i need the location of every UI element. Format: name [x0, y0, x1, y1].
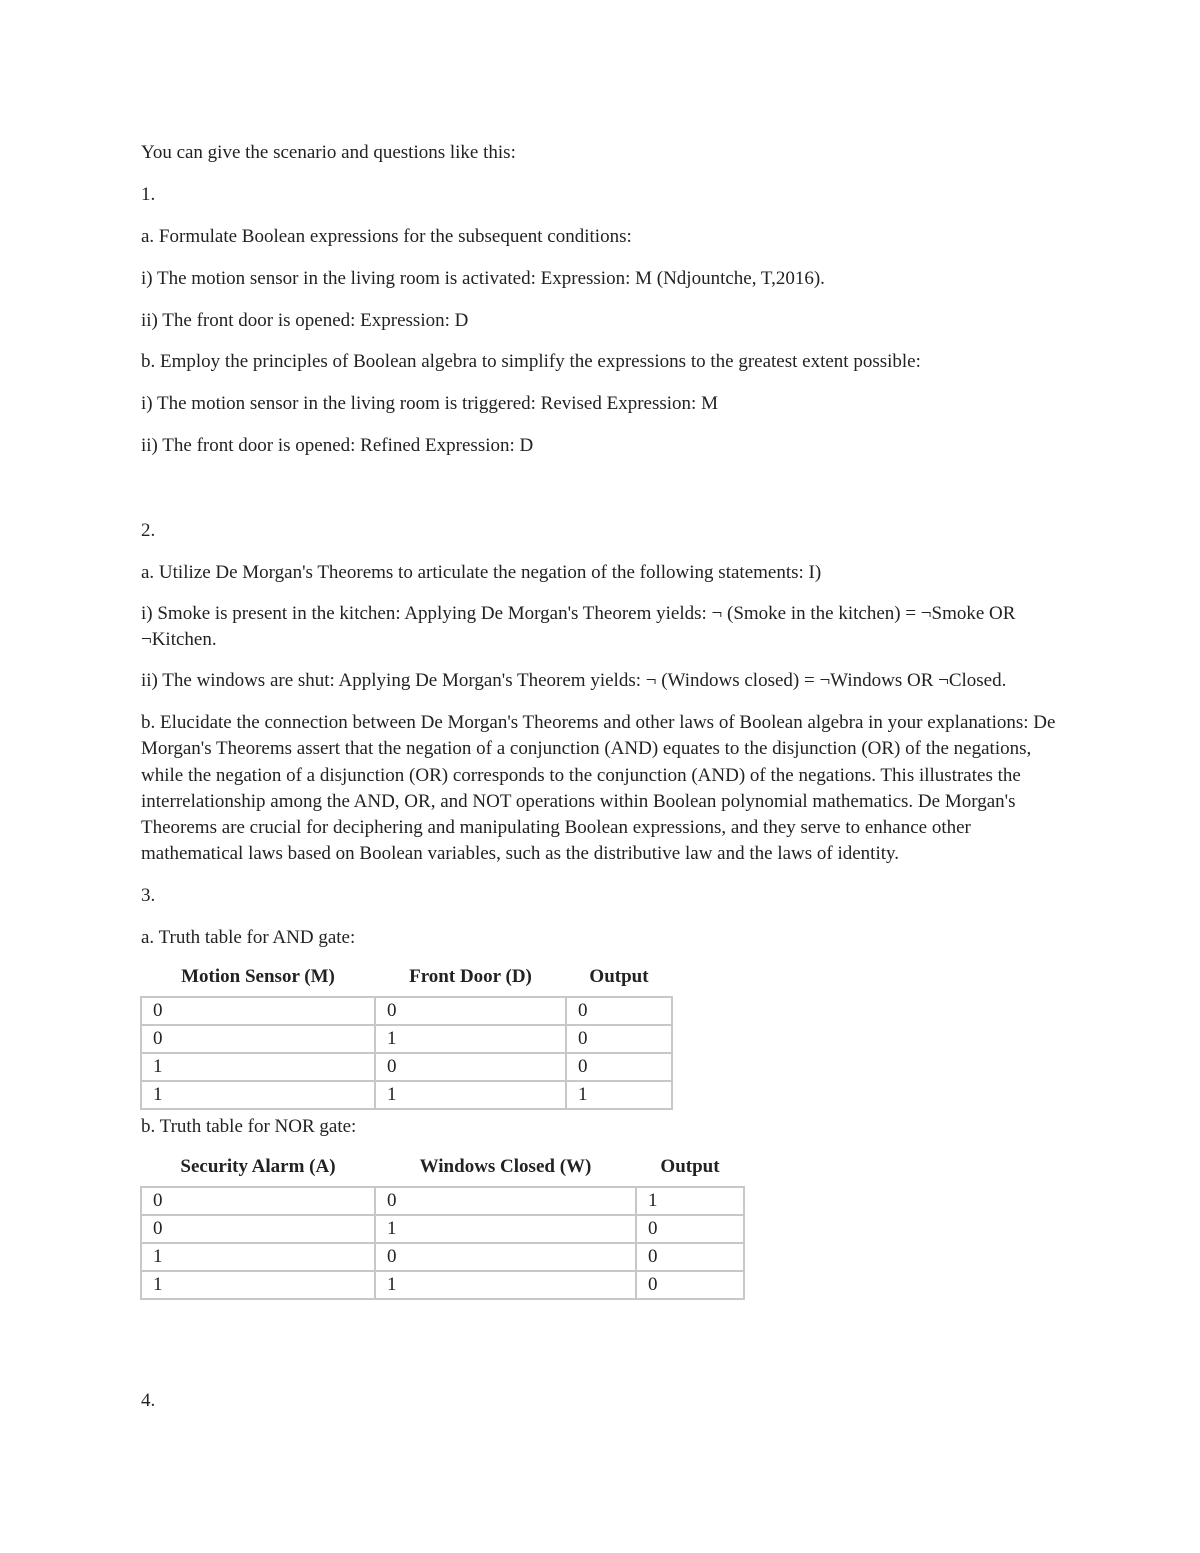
table-cell: 1 [141, 1081, 375, 1109]
section-2a-heading: a. Utilize De Morgan's Theorems to articulate the negation of the following statements: I) [141, 562, 822, 583]
table-cell: 0 [636, 1215, 744, 1243]
section-1a-heading: a. Formulate Boolean expressions for the subsequent conditions: [141, 226, 632, 247]
table-cell: 0 [141, 1025, 375, 1053]
section-2b-paragraph: b. Elucidate the connection between De Morgan's Theorems and other laws of Boolean algebra in your explanations: De Morgan's Theorems assert that the negation of a conjunction (AND) equates to the disjunction (OR) of the negations, while the negation of a disjunction (OR) corresponds to the conjunction (AND) of the negations. This illustrates the interrelationship among the AND, OR, and NOT operations within Boolean polynomial mathematics. De Morgan's Theorems are crucial for deciphering and manipulating Boolean expressions, and they serve to enhance other mathematical laws based on Boolean variables, such as the distributive law and the laws of identity. [141, 712, 1056, 865]
table-cell: 1 [375, 1215, 636, 1243]
section-2a-item-ii: ii) The windows are shut: Applying De Morgan's Theorem yields: ¬ (Windows closed) = ¬Windows OR ¬Closed. [141, 670, 1007, 691]
table-row [141, 1187, 744, 1215]
table-row [141, 1053, 672, 1081]
section-2-number: 2. [141, 520, 156, 541]
section-1b-item-ii: ii) The front door is opened: Refined Expression: D [141, 435, 534, 456]
table-cell: 0 [141, 997, 375, 1025]
table-cell: 0 [141, 1215, 375, 1243]
table-cell: 1 [141, 1271, 375, 1299]
table-cell: 0 [636, 1271, 744, 1299]
table-cell: 1 [375, 1081, 566, 1109]
table-cell: 0 [141, 1187, 375, 1215]
table-cell: 1 [141, 1243, 375, 1271]
table-row [141, 1081, 672, 1109]
nor-truth-table [140, 1156, 745, 1300]
section-1b-item-i: i) The motion sensor in the living room is triggered: Revised Expression: M [141, 393, 718, 414]
table-row [141, 1271, 744, 1299]
section-1a-item-i: i) The motion sensor in the living room is activated: Expression: M (Ndjountche, T,2016). [141, 268, 825, 289]
intro-text: You can give the scenario and questions like this: [141, 142, 516, 163]
table-cell: 0 [375, 1243, 636, 1271]
table-row [141, 1243, 744, 1271]
table-cell: 0 [636, 1243, 744, 1271]
table-row [141, 997, 672, 1025]
section-2a-item-i: i) Smoke is present in the kitchen: Applying De Morgan's Theorem yields: ¬ (Smoke in the kitchen) = ¬Smoke OR ¬Kitchen. [141, 603, 1016, 651]
section-1-number: 1. [141, 184, 156, 205]
section-1b-heading: b. Employ the principles of Boolean algebra to simplify the expressions to the greatest extent possible: [141, 351, 921, 372]
table-cell: 0 [375, 1053, 566, 1081]
and-col-front-door: Front Door (D) [409, 966, 532, 987]
table-row [141, 1025, 672, 1053]
table-cell: 0 [566, 1053, 672, 1081]
nor-col-output: Output [660, 1156, 720, 1177]
nor-table-header-row [141, 1156, 744, 1187]
table-cell: 0 [566, 1025, 672, 1053]
section-4-number: 4. [141, 1390, 156, 1411]
table-cell: 0 [566, 997, 672, 1025]
table-cell: 1 [141, 1053, 375, 1081]
and-table-heading: a. Truth table for AND gate: [141, 927, 356, 948]
table-cell: 0 [375, 1187, 636, 1215]
and-col-motion-sensor: Motion Sensor (M) [181, 966, 335, 987]
table-cell: 1 [375, 1025, 566, 1053]
nor-table-heading: b. Truth table for NOR gate: [141, 1116, 357, 1137]
nor-col-windows-closed: Windows Closed (W) [419, 1156, 592, 1177]
table-row [141, 1215, 744, 1243]
section-1a-item-ii: ii) The front door is opened: Expression: D [141, 310, 469, 331]
nor-col-security-alarm: Security Alarm (A) [180, 1156, 336, 1177]
table-cell: 0 [375, 997, 566, 1025]
table-cell: 1 [566, 1081, 672, 1109]
and-truth-table [140, 966, 673, 1110]
and-table-header-row [141, 966, 672, 997]
section-3-number: 3. [141, 885, 156, 906]
and-col-output: Output [589, 966, 649, 987]
table-cell: 1 [636, 1187, 744, 1215]
table-cell: 1 [375, 1271, 636, 1299]
